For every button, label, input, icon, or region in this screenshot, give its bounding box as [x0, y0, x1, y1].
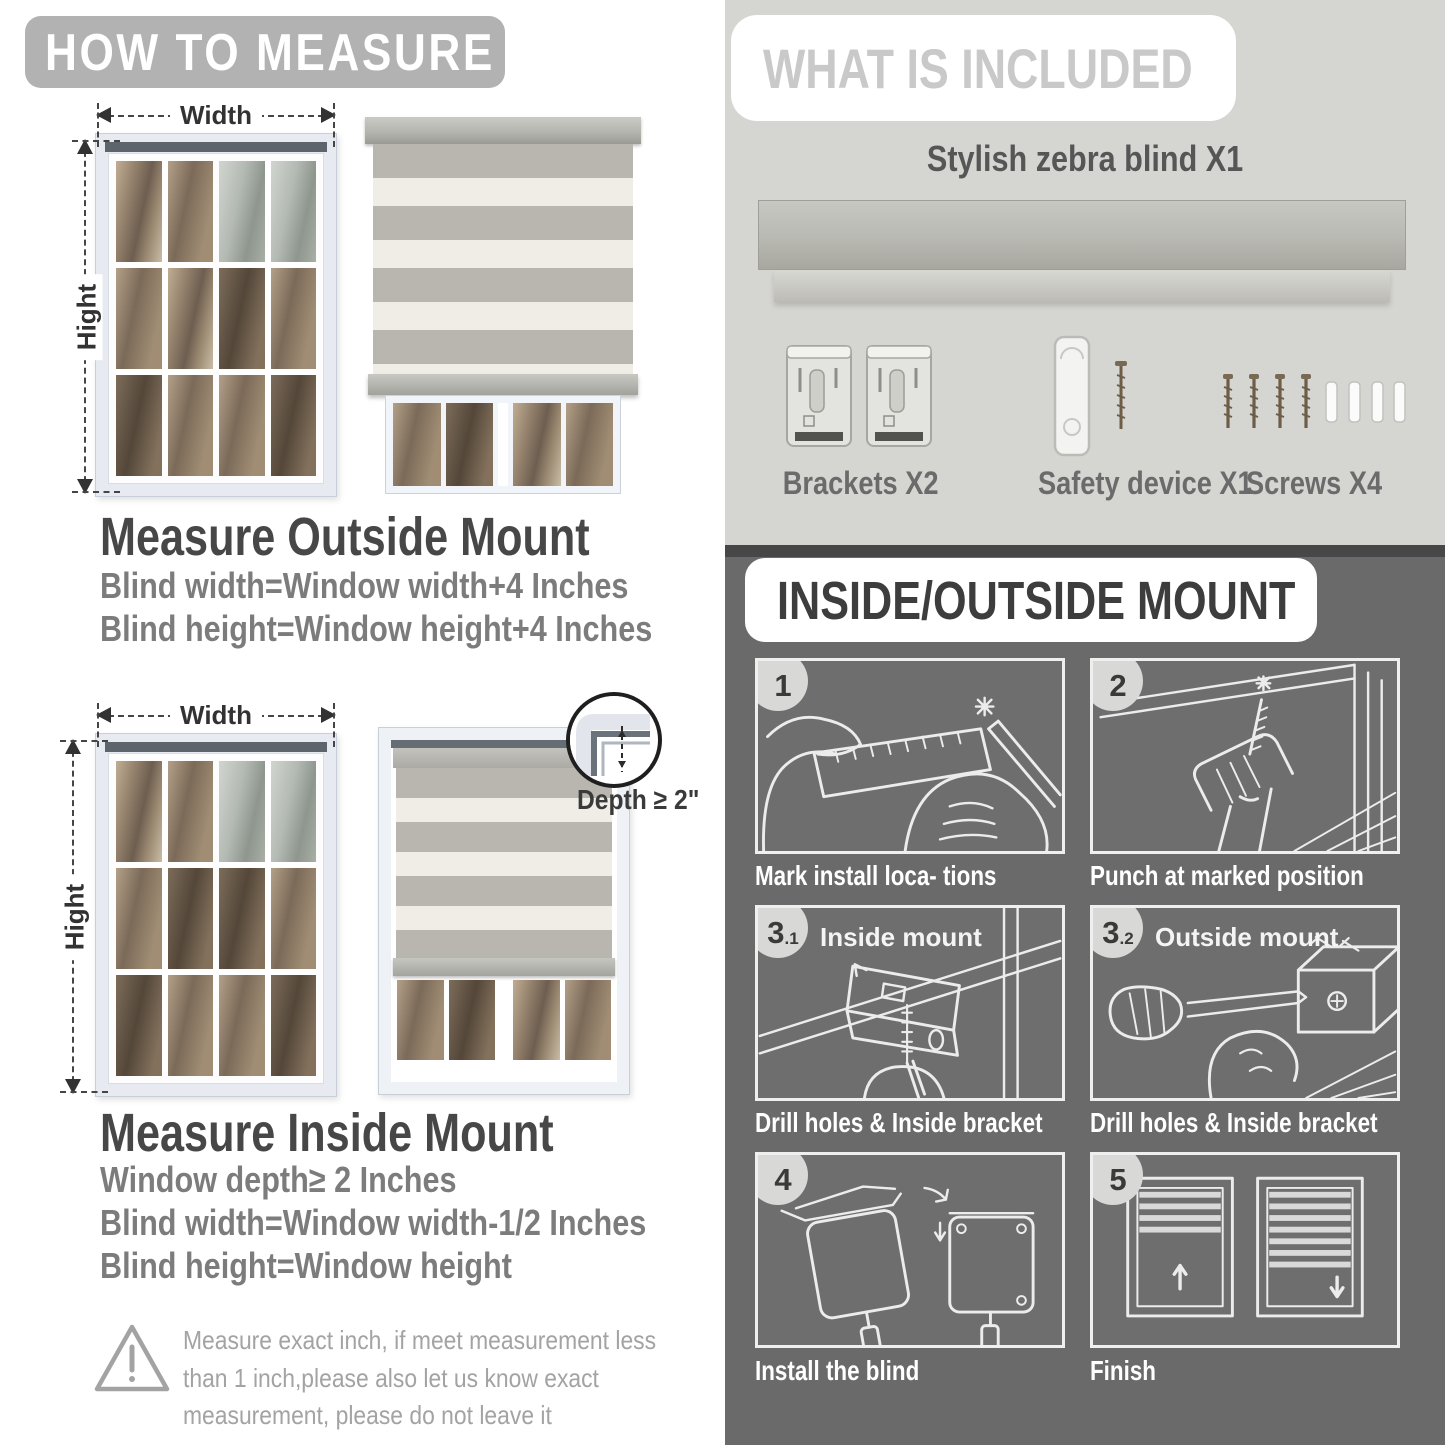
step-2-panel	[1090, 658, 1400, 854]
step-number-badge: 3 .1	[755, 905, 808, 958]
zebra-blind-outside-mount	[365, 117, 641, 494]
warning-triangle-icon	[92, 1320, 172, 1400]
step-5-panel	[1090, 1152, 1400, 1348]
step-3-2-caption: Drill holes & Inside bracket	[1090, 1107, 1378, 1138]
step-number-badge: 1	[755, 658, 808, 711]
inside-outside-mount-header: INSIDE/OUTSIDE MOUNT	[745, 558, 1317, 642]
blind-bottom-rail	[368, 374, 638, 395]
product-title: Stylish zebra blind X1	[926, 138, 1244, 179]
what-is-included-header: WHAT IS INCLUDED	[731, 15, 1236, 121]
safety-device-icon	[1045, 333, 1155, 461]
width-label: Width	[170, 700, 262, 731]
inside-width-formula: Blind width=Window width-1/2 Inches	[100, 1202, 647, 1243]
window-below-blind	[397, 980, 611, 1060]
blind-headrail	[365, 117, 641, 144]
height-label: Hight	[72, 273, 103, 359]
window-photo-outside	[95, 133, 337, 497]
corner-detail-icon	[570, 696, 650, 776]
step-3-1-caption: Drill holes & Inside bracket	[755, 1107, 1043, 1138]
outside-mount-heading: Measure Outside Mount	[100, 507, 590, 567]
inside-depth-formula: Window depth≥ 2 Inches	[100, 1159, 457, 1200]
headrail-image-top	[758, 200, 1406, 270]
measure-warning-text: Measure exact inch, if meet measurement less than 1 inch,please also let us know exact measurement, please do not leave it	[183, 1325, 657, 1431]
depth-detail-magnifier	[566, 692, 662, 788]
step-3-1-title: Inside mount	[820, 922, 982, 952]
brackets-icon	[783, 340, 938, 458]
headrail-image-bottom	[774, 270, 1390, 302]
brackets-caption: Brackets X2	[782, 465, 939, 501]
height-dimension-inside	[59, 741, 90, 1092]
width-label: Width	[170, 100, 262, 131]
width-dimension-inside	[98, 700, 334, 730]
window-photo-inside	[95, 733, 337, 1097]
window-sashes	[108, 153, 324, 484]
step-4-caption: Install the blind	[755, 1355, 920, 1386]
inside-height-formula: Blind height=Window height	[100, 1245, 512, 1286]
step-4-panel	[755, 1152, 1065, 1348]
how-to-measure-title: HOW TO MEASURE	[45, 24, 495, 82]
height-dimension-outside	[71, 141, 102, 492]
step-number-badge: 3 .2	[1090, 905, 1143, 958]
step-number-badge: 2	[1090, 658, 1143, 711]
window-top-rail	[105, 142, 327, 152]
screws-caption: Screws X4	[1246, 465, 1383, 501]
outside-width-formula: Blind width=Window width+4 Inches	[100, 565, 629, 606]
width-dimension-outside	[98, 100, 334, 130]
section-divider	[725, 545, 1445, 557]
inside-mount-heading: Measure Inside Mount	[100, 1103, 554, 1163]
step-2-caption: Punch at marked position	[1090, 860, 1364, 891]
depth-label: Depth ≥ 2"	[577, 784, 700, 815]
step-number-badge: 5	[1090, 1152, 1143, 1205]
screws-icon	[1218, 372, 1408, 434]
step-1-caption: Mark install loca- tions	[755, 860, 997, 891]
blind-fabric	[373, 144, 633, 374]
step-1-panel	[755, 658, 1065, 854]
step-5-caption: Finish	[1090, 1355, 1156, 1386]
step-3-2-panel	[1090, 905, 1400, 1101]
safety-caption: Safety device X1	[1038, 465, 1253, 501]
how-to-measure-header	[25, 16, 505, 88]
step-3-2-title: Outside mount	[1155, 922, 1339, 952]
step-3-1-panel	[755, 905, 1065, 1101]
window-below-blind	[385, 395, 621, 494]
blind-bottom-rail	[393, 958, 615, 976]
height-label: Hight	[60, 873, 91, 959]
outside-height-formula: Blind height=Window height+4 Inches	[100, 608, 653, 649]
step-number-badge: 4	[755, 1152, 808, 1205]
